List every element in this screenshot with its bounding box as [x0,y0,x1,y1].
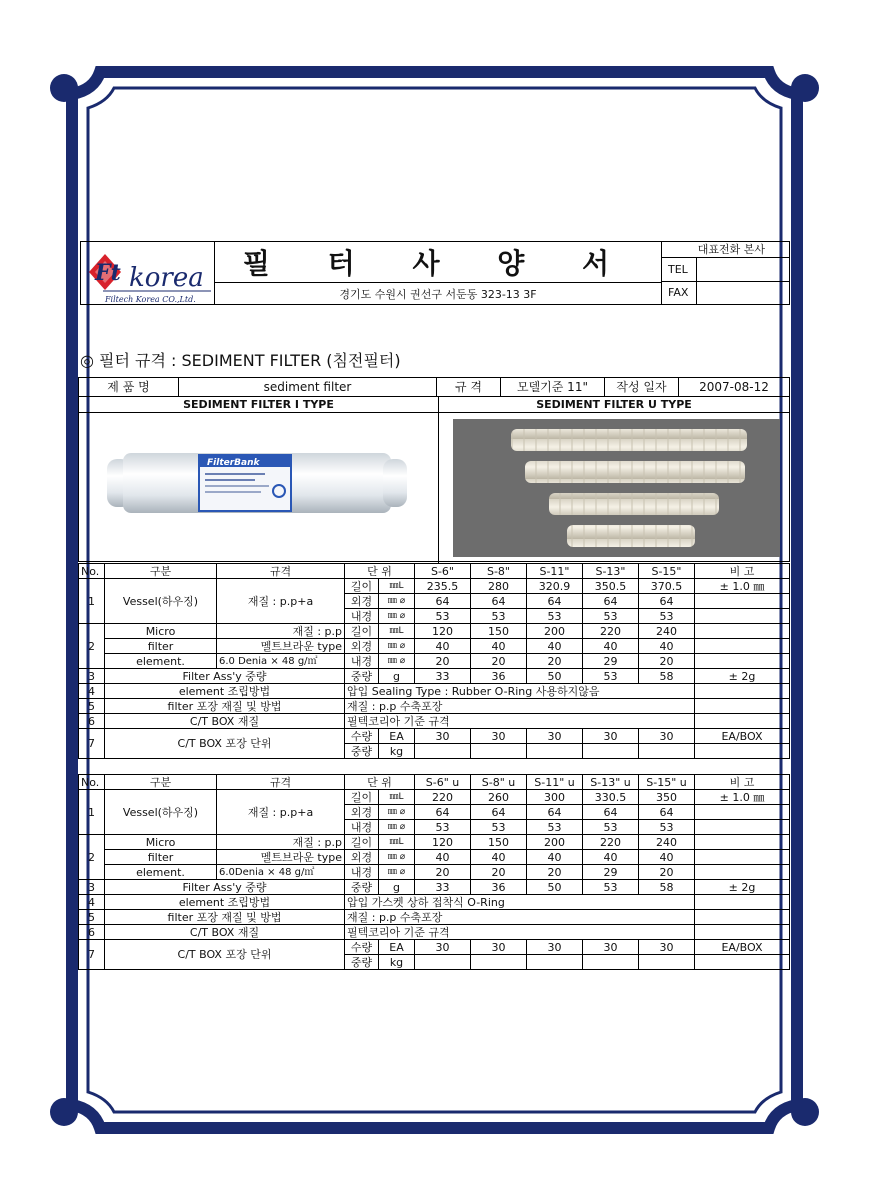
table-row [79,579,790,594]
header-category: 구분 [105,564,217,579]
note-cell [695,835,790,850]
value-cell: 150 [471,835,527,850]
unit-label: 길이 [345,790,379,805]
value-cell: 20 [471,654,527,669]
row-value: 필텍코리아 기준 규격 [345,925,695,940]
value-cell [415,955,471,970]
product-info-table [78,377,790,397]
value-cell: 50 [527,669,583,684]
value-cell: 40 [471,850,527,865]
value-cell: 53 [527,609,583,624]
value-cell: 40 [527,850,583,865]
unit-label: 수량 [345,940,379,955]
value-cell: 64 [639,594,695,609]
note-cell [695,594,790,609]
tel-label: TEL [662,258,697,281]
value-cell: 53 [583,669,639,684]
unit-label: 길이 [345,579,379,594]
header-note: 비 고 [695,564,790,579]
product-label-text: FilterBank [207,458,260,468]
value-cell: 64 [583,805,639,820]
spec-table-u-type [78,774,790,970]
type-i-label: SEDIMENT FILTER I TYPE [79,397,439,413]
table-row [79,699,790,714]
row-no: 1 [79,579,105,624]
unit-symbol: ㎜ ⌀ [379,820,415,835]
logo-letters: Ft [95,260,121,286]
unit-symbol: ㎜ ⌀ [379,639,415,654]
unit-label: 길이 [345,835,379,850]
unit-symbol: ㎜ ⌀ [379,850,415,865]
value-cell: 53 [471,820,527,835]
value-cell: 53 [583,609,639,624]
unit-symbol: ㎜L [379,790,415,805]
value-cell: 64 [415,594,471,609]
value-cell: 53 [415,609,471,624]
row-no: 1 [79,790,105,835]
row-no: 4 [79,895,105,910]
row-category: element. [105,654,217,669]
value-cell: 64 [583,594,639,609]
table-row [79,669,790,684]
note-cell [695,805,790,820]
value-cell [639,744,695,759]
value-cell: 33 [415,880,471,895]
note-cell [695,609,790,624]
value-cell: 64 [527,805,583,820]
value-cell: 320.9 [527,579,583,594]
unit-symbol: g [379,669,415,684]
note-cell: ± 2g [695,880,790,895]
row-no: 4 [79,684,105,699]
contact-title: 대표전화 본사 [662,242,789,258]
date-value: 2007-08-12 [679,378,790,397]
value-cell: 40 [583,639,639,654]
note-cell [695,744,790,759]
note-cell [695,910,790,925]
row-category: element. [105,865,217,880]
row-category: filter 포장 재질 및 방법 [105,910,345,925]
row-spec: 멜트브라운 type [217,639,345,654]
value-cell: 120 [415,624,471,639]
note-cell [695,925,790,940]
note-cell [695,714,790,729]
product-name-value: sediment filter [179,378,437,397]
u-type-filter-photo [453,419,780,557]
unit-label: 내경 [345,820,379,835]
row-category: filter 포장 재질 및 방법 [105,699,345,714]
note-cell [695,684,790,699]
value-cell [527,744,583,759]
value-cell [527,955,583,970]
row-no: 3 [79,669,105,684]
row-no: 3 [79,880,105,895]
value-cell: 53 [471,609,527,624]
header-model: S-6" u [415,775,471,790]
value-cell: 40 [583,850,639,865]
logo-graphic [81,242,215,306]
value-cell: 64 [639,805,695,820]
value-cell: 33 [415,669,471,684]
unit-symbol: ㎜ ⌀ [379,654,415,669]
unit-symbol: EA [379,729,415,744]
header-spec: 규격 [217,564,345,579]
unit-label: 중량 [345,744,379,759]
value-cell: 260 [471,790,527,805]
row-spec: 6.0 Denia × 48 g/㎡ [217,654,345,669]
value-cell: 350.5 [583,579,639,594]
date-label: 작성 일자 [605,378,679,397]
row-category: element 조립방법 [105,684,345,699]
row-no: 2 [79,624,105,669]
value-cell [583,744,639,759]
table-row [79,684,790,699]
value-cell: 58 [639,669,695,684]
unit-label: 중량 [345,880,379,895]
table-row [79,639,790,654]
note-cell [695,639,790,654]
row-no: 5 [79,699,105,714]
value-cell: 30 [471,729,527,744]
type-label-table [78,396,790,413]
value-cell [471,955,527,970]
unit-label: 중량 [345,955,379,970]
row-category: Filter Ass'y 중량 [105,669,345,684]
header-model: S-15" u [639,775,695,790]
value-cell: 350 [639,790,695,805]
logo-text: korea [129,263,204,293]
row-value: 재질 : p.p 수축포장 [345,910,695,925]
note-cell [695,624,790,639]
value-cell: 200 [527,624,583,639]
header-model: S-8" u [471,775,527,790]
product-name-label: 제 품 명 [79,378,179,397]
note-cell: ± 1.0 ㎜ [695,579,790,594]
value-cell: 50 [527,880,583,895]
product-photo-area [78,412,790,562]
row-category: Vessel(하우징) [105,579,217,624]
contact-box [662,241,790,305]
value-cell: 30 [583,729,639,744]
row-no: 5 [79,910,105,925]
unit-label: 외경 [345,850,379,865]
unit-symbol: ㎜ ⌀ [379,594,415,609]
value-cell: 30 [527,940,583,955]
value-cell: 235.5 [415,579,471,594]
spec-value: 모델기준 11" [501,378,605,397]
header-no: No. [79,564,105,579]
section-title: ◎ 필터 규격 : SEDIMENT FILTER (침전필터) [80,351,401,370]
header-model: S-15" [639,564,695,579]
unit-symbol: ㎜ ⌀ [379,609,415,624]
value-cell: 40 [471,639,527,654]
value-cell: 30 [639,729,695,744]
unit-symbol: g [379,880,415,895]
table-row [79,835,790,850]
value-cell: 58 [639,880,695,895]
table-row [79,850,790,865]
table-row [79,910,790,925]
value-cell: 150 [471,624,527,639]
value-cell: 30 [415,940,471,955]
unit-symbol: ㎜ ⌀ [379,805,415,820]
note-cell [695,850,790,865]
value-cell: 20 [415,654,471,669]
note-cell: ± 2g [695,669,790,684]
header-unit: 단 위 [345,564,415,579]
type-u-label: SEDIMENT FILTER U TYPE [439,397,790,413]
unit-label: 내경 [345,609,379,624]
row-category: Micro [105,624,217,639]
row-spec: 재질 : p.p [217,835,345,850]
value-cell: 64 [471,594,527,609]
value-cell: 200 [527,835,583,850]
unit-symbol: ㎜L [379,835,415,850]
value-cell: 30 [415,729,471,744]
note-cell: EA/BOX [695,729,790,744]
table-row [79,790,790,805]
note-cell [695,865,790,880]
row-spec: 재질 : p.p+a [217,579,345,624]
row-spec: 6.0Denia × 48 g/㎡ [217,865,345,880]
unit-label: 길이 [345,624,379,639]
value-cell: 53 [639,609,695,624]
value-cell: 20 [527,654,583,669]
value-cell: 53 [415,820,471,835]
header-model: S-6" [415,564,471,579]
note-cell [695,699,790,714]
header-spec: 규격 [217,775,345,790]
unit-symbol: kg [379,955,415,970]
value-cell: 300 [527,790,583,805]
row-no: 2 [79,835,105,880]
company-address: 경기도 수원시 권선구 서둔동 323-13 3F [214,283,662,305]
unit-label: 중량 [345,669,379,684]
row-no: 6 [79,925,105,940]
value-cell: 29 [583,654,639,669]
row-no: 7 [79,940,105,970]
row-value: 압입 가스켓 상하 접착식 O-Ring [345,895,695,910]
unit-symbol: kg [379,744,415,759]
value-cell: 53 [527,820,583,835]
row-category: C/T BOX 포장 단위 [105,729,345,759]
header-note: 비 고 [695,775,790,790]
value-cell: 30 [471,940,527,955]
unit-label: 내경 [345,865,379,880]
value-cell: 120 [415,835,471,850]
unit-label: 외경 [345,639,379,654]
value-cell: 29 [583,865,639,880]
value-cell: 240 [639,624,695,639]
table-row [79,729,790,744]
value-cell: 36 [471,880,527,895]
value-cell: 53 [583,880,639,895]
fax-label: FAX [662,282,697,304]
unit-symbol: ㎜L [379,579,415,594]
value-cell: 280 [471,579,527,594]
row-value: 압입 Sealing Type : Rubber O-Ring 사용하지않음 [345,684,695,699]
value-cell: 240 [639,835,695,850]
row-value: 필텍코리아 기준 규격 [345,714,695,729]
value-cell: 330.5 [583,790,639,805]
value-cell [471,744,527,759]
table-row [79,895,790,910]
value-cell: 30 [639,940,695,955]
value-cell: 36 [471,669,527,684]
company-logo [80,241,214,305]
value-cell: 20 [639,654,695,669]
unit-label: 외경 [345,805,379,820]
row-category: element 조립방법 [105,895,345,910]
note-cell: ± 1.0 ㎜ [695,790,790,805]
logo-subtitle: Filtech Korea CO.,Ltd. [105,295,196,304]
note-cell [695,955,790,970]
value-cell: 40 [639,639,695,654]
value-cell: 20 [527,865,583,880]
spec-table-i-type [78,563,790,759]
i-type-filter-photo [79,413,439,563]
header-model: S-11" [527,564,583,579]
row-no: 7 [79,729,105,759]
unit-symbol: ㎜L [379,624,415,639]
row-category: filter [105,639,217,654]
header-model: S-13" u [583,775,639,790]
row-spec: 재질 : p.p [217,624,345,639]
value-cell: 40 [415,850,471,865]
row-category: C/T BOX 포장 단위 [105,940,345,970]
note-cell [695,820,790,835]
value-cell: 40 [527,639,583,654]
row-spec: 재질 : p.p+a [217,790,345,835]
unit-label: 외경 [345,594,379,609]
row-no: 6 [79,714,105,729]
table-row [79,925,790,940]
value-cell: 370.5 [639,579,695,594]
value-cell: 53 [639,820,695,835]
header-model: S-13" [583,564,639,579]
header-model: S-8" [471,564,527,579]
header-model: S-11" u [527,775,583,790]
value-cell: 220 [583,835,639,850]
header-category: 구분 [105,775,217,790]
value-cell: 20 [471,865,527,880]
table-row [79,865,790,880]
value-cell: 30 [583,940,639,955]
row-value: 재질 : p.p 수축포장 [345,699,695,714]
value-cell [583,955,639,970]
table-row [79,654,790,669]
table-row [79,880,790,895]
table-row [79,624,790,639]
header-row [79,775,790,790]
table-row [79,940,790,955]
note-cell [695,895,790,910]
unit-symbol: EA [379,940,415,955]
header-no: No. [79,775,105,790]
value-cell: 20 [415,865,471,880]
value-cell: 64 [527,594,583,609]
spec-label: 규 격 [437,378,501,397]
row-category: Micro [105,835,217,850]
value-cell: 64 [471,805,527,820]
value-cell [415,744,471,759]
row-category: filter [105,850,217,865]
header-unit: 단 위 [345,775,415,790]
row-category: C/T BOX 재질 [105,925,345,940]
row-spec: 멜트브라운 type [217,850,345,865]
row-category: Vessel(하우징) [105,790,217,835]
document-title: 필 터 사 양 서 [214,241,662,283]
note-cell [695,654,790,669]
value-cell: 53 [583,820,639,835]
value-cell: 220 [583,624,639,639]
header-row [79,564,790,579]
spec-table [78,563,790,759]
value-cell: 30 [527,729,583,744]
value-cell: 220 [415,790,471,805]
value-cell [639,955,695,970]
unit-label: 내경 [345,654,379,669]
unit-symbol: ㎜ ⌀ [379,865,415,880]
value-cell: 40 [639,850,695,865]
note-cell: EA/BOX [695,940,790,955]
table-row [79,714,790,729]
row-category: Filter Ass'y 중량 [105,880,345,895]
value-cell: 64 [415,805,471,820]
unit-label: 수량 [345,729,379,744]
value-cell: 40 [415,639,471,654]
value-cell: 20 [639,865,695,880]
row-category: C/T BOX 재질 [105,714,345,729]
spec-table [78,774,790,970]
